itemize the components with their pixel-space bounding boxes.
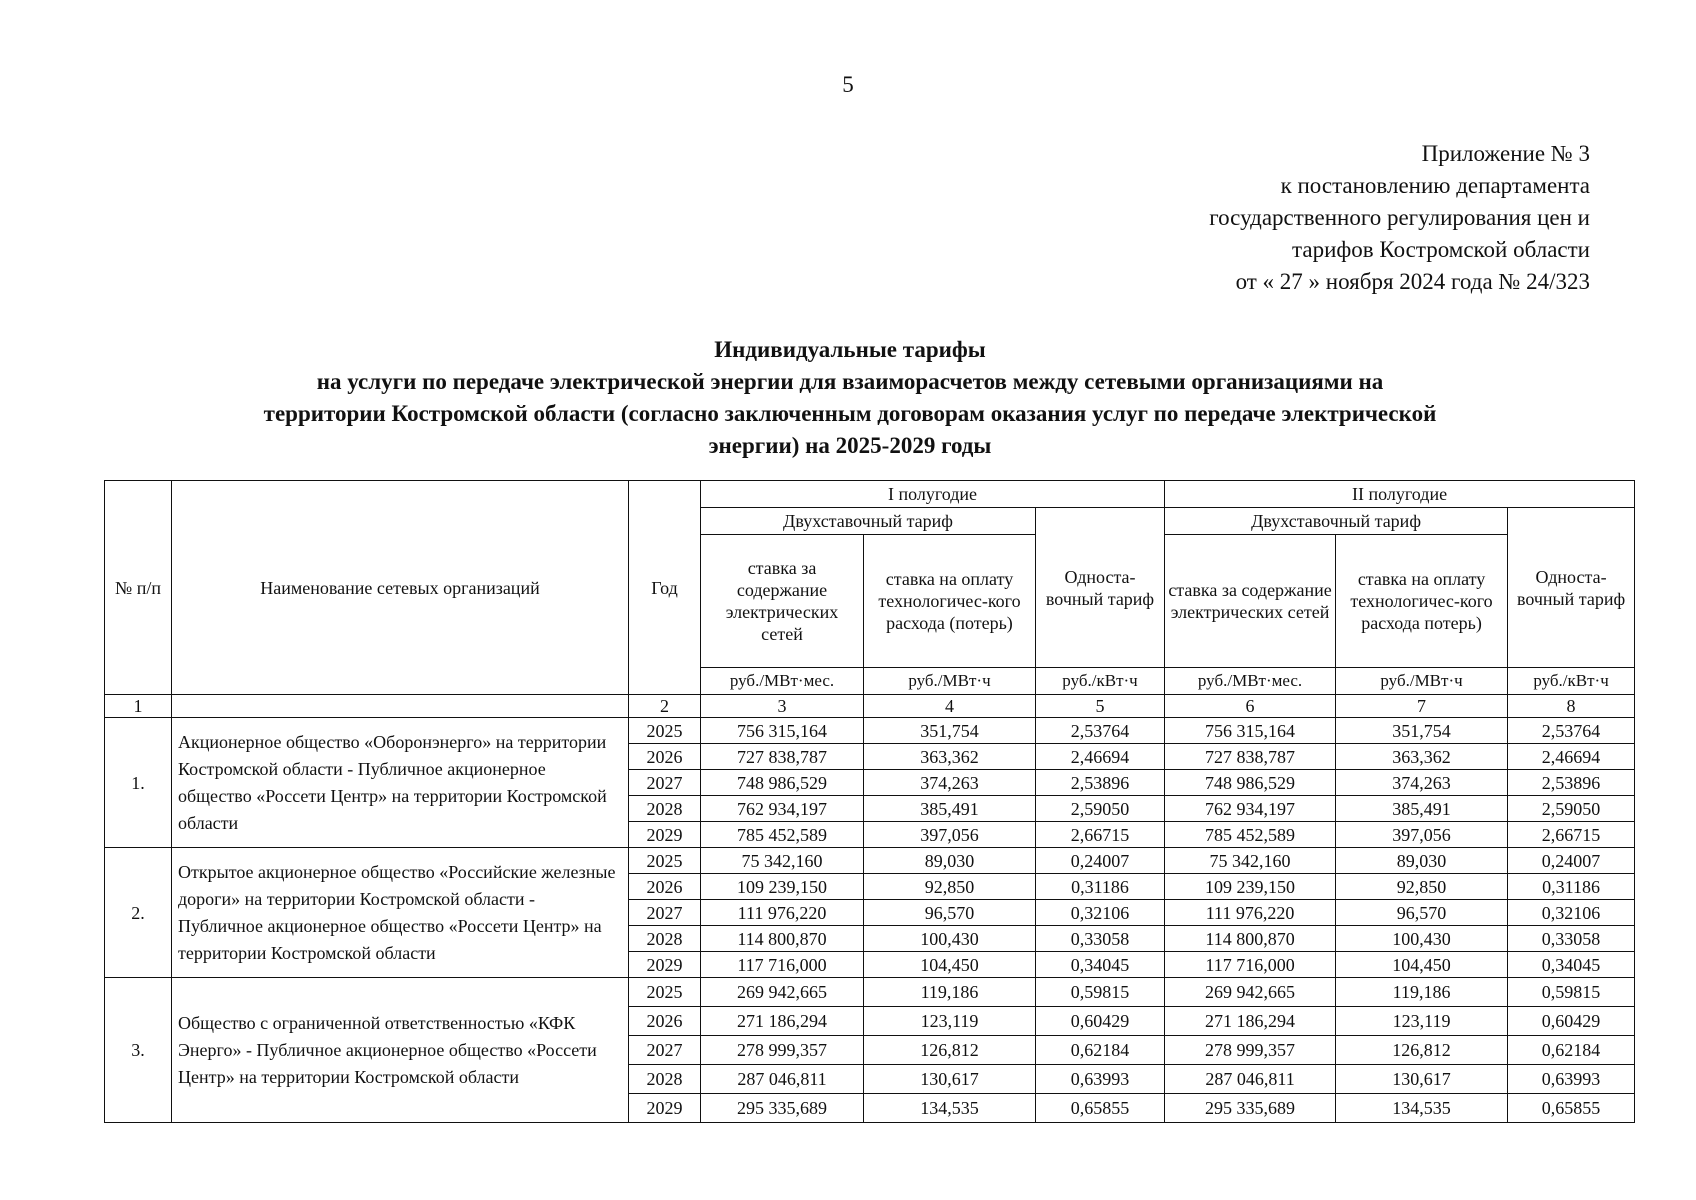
page-number: 5: [842, 72, 854, 97]
value-cell: 2,53896: [1508, 770, 1635, 796]
header-rate-maintenance-2: ставка за содержание электрических сетей: [1165, 535, 1336, 668]
year-cell: 2025: [629, 848, 701, 874]
value-cell: 295 335,689: [1165, 1094, 1336, 1123]
value-cell: 0,34045: [1508, 952, 1635, 978]
value-cell: 0,65855: [1508, 1094, 1635, 1123]
value-cell: 111 976,220: [1165, 900, 1336, 926]
column-number: 2: [629, 695, 701, 718]
value-cell: 130,617: [1336, 1065, 1508, 1094]
value-cell: 104,450: [864, 952, 1036, 978]
value-cell: 2,66715: [1036, 822, 1165, 848]
value-cell: 134,535: [1336, 1094, 1508, 1123]
unit-cell: руб./МВт·ч: [864, 668, 1036, 695]
value-cell: 130,617: [864, 1065, 1036, 1094]
header-rate-maintenance-1: ставка за содержание электрических сетей: [701, 535, 864, 668]
year-cell: 2029: [629, 952, 701, 978]
year-cell: 2026: [629, 744, 701, 770]
header-rate-losses-2: ставка на оплату технологичес-кого расхода потерь): [1336, 535, 1508, 668]
value-cell: 96,570: [864, 900, 1036, 926]
value-cell: 351,754: [1336, 718, 1508, 744]
value-cell: 287 046,811: [1165, 1065, 1336, 1094]
value-cell: 295 335,689: [701, 1094, 864, 1123]
header-half-1: I полугодие: [701, 481, 1165, 508]
value-cell: 89,030: [1336, 848, 1508, 874]
value-cell: 126,812: [1336, 1036, 1508, 1065]
value-cell: 123,119: [1336, 1007, 1508, 1036]
column-number: 1: [105, 695, 172, 718]
value-cell: 748 986,529: [1165, 770, 1336, 796]
value-cell: 96,570: [1336, 900, 1508, 926]
value-cell: 727 838,787: [701, 744, 864, 770]
value-cell: 278 999,357: [701, 1036, 864, 1065]
unit-cell: руб./МВт·мес.: [1165, 668, 1336, 695]
value-cell: 397,056: [864, 822, 1036, 848]
year-cell: 2027: [629, 770, 701, 796]
column-number: 4: [864, 695, 1036, 718]
year-cell: 2028: [629, 1065, 701, 1094]
value-cell: 271 186,294: [701, 1007, 864, 1036]
table-row: [105, 848, 1635, 874]
tariffs-table: [104, 480, 1635, 1123]
column-number: [172, 695, 629, 718]
header-single-rate-1: Односта-вочный тариф: [1036, 508, 1165, 668]
appendix-block: [1209, 138, 1590, 298]
value-cell: 0,65855: [1036, 1094, 1165, 1123]
value-cell: 2,53896: [1036, 770, 1165, 796]
header-two-rate-1: Двухставочный тариф: [701, 508, 1036, 535]
value-cell: 397,056: [1336, 822, 1508, 848]
table-row: [105, 718, 1635, 744]
value-cell: 385,491: [864, 796, 1036, 822]
value-cell: 762 934,197: [1165, 796, 1336, 822]
column-number: 3: [701, 695, 864, 718]
value-cell: 2,53764: [1036, 718, 1165, 744]
unit-cell: руб./МВт·мес.: [701, 668, 864, 695]
year-cell: 2025: [629, 718, 701, 744]
header-name: Наименование сетевых организаций: [172, 481, 629, 695]
title-line: территории Костромской области (согласно заключенным договорам оказания услуг по передаче электрической: [263, 401, 1437, 426]
value-cell: 89,030: [864, 848, 1036, 874]
value-cell: 2,46694: [1036, 744, 1165, 770]
value-cell: 0,32106: [1508, 900, 1635, 926]
table-row: [105, 978, 1635, 1007]
value-cell: 75 342,160: [701, 848, 864, 874]
value-cell: 351,754: [864, 718, 1036, 744]
value-cell: 0,62184: [1036, 1036, 1165, 1065]
value-cell: 126,812: [864, 1036, 1036, 1065]
value-cell: 109 239,150: [1165, 874, 1336, 900]
value-cell: 374,263: [1336, 770, 1508, 796]
value-cell: 92,850: [1336, 874, 1508, 900]
header-two-rate-2: Двухставочный тариф: [1165, 508, 1508, 535]
year-cell: 2026: [629, 1007, 701, 1036]
year-cell: 2025: [629, 978, 701, 1007]
value-cell: 0,60429: [1508, 1007, 1635, 1036]
value-cell: 374,263: [864, 770, 1036, 796]
header-rate-losses-1: ставка на оплату технологичес-кого расхода (потерь): [864, 535, 1036, 668]
value-cell: 100,430: [864, 926, 1036, 952]
value-cell: 114 800,870: [701, 926, 864, 952]
value-cell: 119,186: [864, 978, 1036, 1007]
value-cell: 363,362: [864, 744, 1036, 770]
org-number: 3.: [105, 978, 172, 1123]
value-cell: 785 452,589: [701, 822, 864, 848]
org-name: Акционерное общество «Оборонэнерго» на территории Костромской области - Публичное акционерное общество «Россети Центр» на территории Костромской области: [172, 718, 629, 848]
value-cell: 117 716,000: [701, 952, 864, 978]
value-cell: 0,33058: [1508, 926, 1635, 952]
value-cell: 0,59815: [1508, 978, 1635, 1007]
year-cell: 2026: [629, 874, 701, 900]
value-cell: 0,31186: [1036, 874, 1165, 900]
appendix-line: от « 27 » ноября 2024 года № 24/323: [1235, 269, 1590, 294]
document-title: [110, 334, 1590, 462]
year-cell: 2029: [629, 1094, 701, 1123]
header-single-rate-2: Односта-вочный тариф: [1508, 508, 1635, 668]
value-cell: 363,362: [1336, 744, 1508, 770]
year-cell: 2027: [629, 1036, 701, 1065]
column-number: 6: [1165, 695, 1336, 718]
org-number: 1.: [105, 718, 172, 848]
value-cell: 727 838,787: [1165, 744, 1336, 770]
value-cell: 287 046,811: [701, 1065, 864, 1094]
value-cell: 2,66715: [1508, 822, 1635, 848]
value-cell: 0,34045: [1036, 952, 1165, 978]
header-num: № п/п: [105, 481, 172, 695]
column-number: 7: [1336, 695, 1508, 718]
unit-cell: руб./кВт·ч: [1508, 668, 1635, 695]
value-cell: 269 942,665: [701, 978, 864, 1007]
value-cell: 100,430: [1336, 926, 1508, 952]
value-cell: 123,119: [864, 1007, 1036, 1036]
value-cell: 0,59815: [1036, 978, 1165, 1007]
value-cell: 117 716,000: [1165, 952, 1336, 978]
year-cell: 2029: [629, 822, 701, 848]
appendix-line: к постановлению департамента: [1280, 173, 1590, 198]
unit-cell: руб./МВт·ч: [1336, 668, 1508, 695]
column-number: 5: [1036, 695, 1165, 718]
value-cell: 278 999,357: [1165, 1036, 1336, 1065]
title-line: Индивидуальные тарифы: [714, 337, 986, 362]
value-cell: 0,32106: [1036, 900, 1165, 926]
value-cell: 385,491: [1336, 796, 1508, 822]
value-cell: 2,59050: [1508, 796, 1635, 822]
org-number: 2.: [105, 848, 172, 978]
value-cell: 0,63993: [1036, 1065, 1165, 1094]
title-line: на услуги по передаче электрической энергии для взаиморасчетов между сетевыми организациями на: [316, 369, 1384, 394]
org-name: Общество с ограниченной ответственностью «КФК Энерго» - Публичное акционерное общество «Россети Центр» на территории Костромской области: [172, 978, 629, 1123]
value-cell: 756 315,164: [701, 718, 864, 744]
value-cell: 92,850: [864, 874, 1036, 900]
title-line: энергии) на 2025-2029 годы: [708, 433, 992, 458]
value-cell: 271 186,294: [1165, 1007, 1336, 1036]
header-half-2: II полугодие: [1165, 481, 1635, 508]
header-year: Год: [629, 481, 701, 695]
value-cell: 2,46694: [1508, 744, 1635, 770]
value-cell: 756 315,164: [1165, 718, 1336, 744]
value-cell: 2,53764: [1508, 718, 1635, 744]
value-cell: 114 800,870: [1165, 926, 1336, 952]
year-cell: 2028: [629, 796, 701, 822]
column-number-row: [105, 695, 1635, 718]
value-cell: 0,60429: [1036, 1007, 1165, 1036]
value-cell: 134,535: [864, 1094, 1036, 1123]
value-cell: 2,59050: [1036, 796, 1165, 822]
appendix-line: тарифов Костромской области: [1292, 237, 1590, 262]
value-cell: 109 239,150: [701, 874, 864, 900]
value-cell: 0,31186: [1508, 874, 1635, 900]
value-cell: 104,450: [1336, 952, 1508, 978]
column-number: 8: [1508, 695, 1635, 718]
value-cell: 269 942,665: [1165, 978, 1336, 1007]
year-cell: 2028: [629, 926, 701, 952]
unit-cell: руб./кВт·ч: [1036, 668, 1165, 695]
value-cell: 762 934,197: [701, 796, 864, 822]
org-name: Открытое акционерное общество «Российские железные дороги» на территории Костромской области - Публичное акционерное общество «Россети Центр» на территории Костромской области: [172, 848, 629, 978]
value-cell: 0,33058: [1036, 926, 1165, 952]
value-cell: 0,62184: [1508, 1036, 1635, 1065]
value-cell: 0,24007: [1508, 848, 1635, 874]
year-cell: 2027: [629, 900, 701, 926]
value-cell: 111 976,220: [701, 900, 864, 926]
appendix-line: государственного регулирования цен и: [1209, 205, 1590, 230]
value-cell: 785 452,589: [1165, 822, 1336, 848]
value-cell: 0,63993: [1508, 1065, 1635, 1094]
value-cell: 75 342,160: [1165, 848, 1336, 874]
value-cell: 119,186: [1336, 978, 1508, 1007]
value-cell: 0,24007: [1036, 848, 1165, 874]
appendix-line: Приложение № 3: [1421, 141, 1590, 166]
value-cell: 748 986,529: [701, 770, 864, 796]
